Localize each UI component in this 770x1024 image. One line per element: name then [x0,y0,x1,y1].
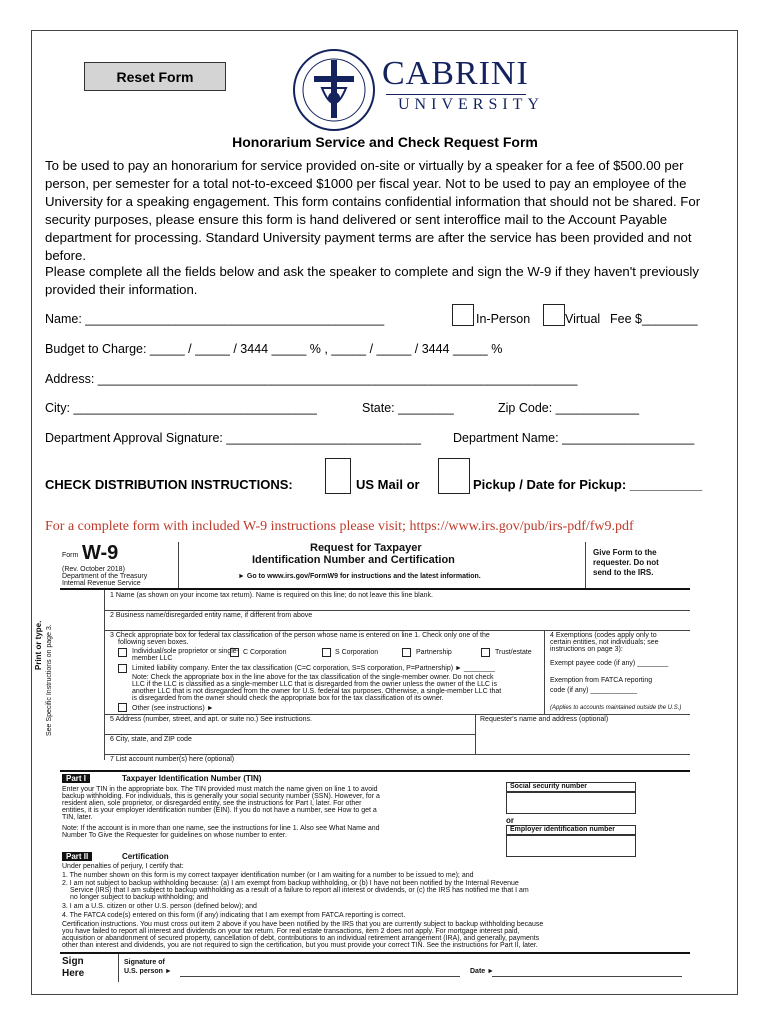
w9-ex6: code (if any) ____________ [550,687,638,694]
w9-tin7: Number To Give the Requester for guidelines on whose number to enter. [62,832,287,839]
w9-line3b: following seven boxes. [118,639,189,646]
university-seal-logo [292,48,376,132]
w9-tin3: resident alien, sole proprietor, or disregarded entity, see the instructions for Part I, later. For other [62,800,362,807]
w9-c3: 3. I am a U.S. citizen or other U.S. person (defined below); and [62,903,257,910]
pickup-checkbox[interactable] [438,458,470,494]
instructions-paragraph: Please complete all the fields below and ask the speaker to complete and sign the W-9 if they haven't previously provided their information. [45,264,699,297]
w9-line2: 2 Business name/disregarded entity name, if different from above [110,612,313,619]
w9-part2-title: Certification [122,852,169,861]
w9-divider [178,542,179,588]
w9-rule [104,630,690,631]
w9-requester-rule [475,714,476,754]
w9-tin6: Note: If the account is in more than one name, see the instructions for line 1. Also see What Name and [62,825,380,832]
w9-side-print: Print or type. [34,620,43,670]
in-person-label: In-Person [476,312,531,326]
w9-dept1: Department of the Treasury [62,573,148,580]
w9-c0: Under penalties of perjury, I certify that: [62,863,184,870]
w9-ex4: Exempt payee code (if any) ________ [550,660,669,667]
w9-give3: send to the IRS. [593,568,654,577]
w9-exemption-rule [544,630,545,715]
w9-partnership-label: Partnership [416,649,452,656]
w9-individual-label: Individual/sole proprietor or single-member LLC [132,648,239,662]
pickup-label[interactable]: Pickup / Date for Pickup: __________ [473,477,703,492]
w9-sign: Sign [62,956,84,967]
university-sub-logo: UNIVERSITY [398,96,544,113]
w9-tin5: TIN, later. [62,814,93,821]
w9-give1: Give Form to the [593,548,657,557]
w9-partnership-checkbox [402,648,411,657]
w9-divider [585,542,586,588]
name-field[interactable]: Name: ___________________________________________ [45,312,385,326]
w9-part1-tag: Part I [62,774,90,783]
w9-ex5: Exemption from FATCA reporting [550,677,653,684]
us-mail-checkbox[interactable] [325,458,351,494]
w9-ein-label: Employer identification number [510,826,616,833]
w9-tin4: entities, it is your employer identification number (EIN). If you do not have a number, see How to get a [62,807,377,814]
w9-date-line [492,976,682,977]
w9-c-corp-checkbox [230,648,239,657]
us-mail-label: US Mail or [356,477,420,492]
w9-c2c: no longer subject to backup withholding; and [70,894,209,901]
w9-ssn-label: Social security number [510,783,588,790]
w9-line1: 1 Name (as shown on your income tax return). Name is required on this line; do not leave this line blank. [110,592,433,599]
w9-goto: ► Go to www.irs.gov/FormW9 for instructions and the latest information. [238,573,481,580]
address-field[interactable]: Address: _____________________________________________________________________ [45,372,578,386]
w9-ex1: 4 Exemptions (codes apply only to [550,632,657,639]
zip-field[interactable]: Zip Code: ____________ [498,401,640,415]
w9-rule [104,714,690,715]
fee-field[interactable]: Fee $________ [610,312,698,326]
reset-form-button[interactable]: Reset Form [84,62,226,91]
w9-ex3: instructions on page 3): [550,646,623,653]
city-field[interactable]: City: ___________________________________ [45,401,317,415]
w9-ci3: acquisition or abandonment of secured property, cancellation of debt, contributions to an individual retirement arrangement (IRA), and generally, payments [62,935,540,942]
w9-signature-line [180,976,460,977]
w9-sig1: Signature of [124,959,165,966]
w9-sign-rule [118,954,119,982]
department-name-field[interactable]: Department Name: ___________________ [453,431,695,445]
w9-tin1: Enter your TIN in the appropriate box. The TIN provided must match the name given on line 1 to avoid [62,786,378,793]
w9-form-image [34,540,690,985]
logo-divider [386,94,526,95]
w9-llc-checkbox [118,664,127,673]
w9-c2a: 2. I am not subject to backup withholding because: (a) I am exempt from backup withholding, or (b) I have not been notified by the Internal Revenue [62,880,519,887]
w9-individual-checkbox [118,648,127,657]
w9-note4: is disregarded from the owner should check the appropriate box for the tax classification of its owner. [132,695,444,702]
approval-signature-field[interactable]: Department Approval Signature: ____________________________ [45,431,422,445]
w9-ci1: Certification instructions. You must cross out item 2 above if you have been notified by the IRS that you are currently subject to backup withholding because [62,921,544,928]
budget-field[interactable]: Budget to Charge: _____ / _____ / 3444 _____ % , _____ / _____ / 3444 _____ % [45,342,503,356]
w9-date: Date ► [470,968,495,975]
w9-requester: Requester's name and address (optional) [480,716,609,723]
w9-rev: (Rev. October 2018) [62,566,125,573]
w9-trust-checkbox [481,648,490,657]
w9-c-corp-label: C Corporation [243,649,287,656]
w9-or: or [506,816,514,825]
w9-here: Here [62,968,85,979]
w9-sig2: U.S. person ► [124,968,172,975]
w9-llc-label: Limited liability company. Enter the tax classification (C=C corporation, S=S corporation, P=Partnership) ► ________ [132,665,496,672]
w9-title2: Identification Number and Certification [252,554,455,566]
university-name-logo: CABRINI [382,55,529,92]
w9-give2: requester. Do not [593,558,659,567]
w9-note3: another LLC that is not disregarded from the owner for U.S. federal tax purposes. Otherwise, a single-member LLC that [132,688,502,695]
w9-other-checkbox [118,703,127,712]
check-distribution-label: CHECK DISTRIBUTION INSTRUCTIONS: [45,477,293,492]
virtual-label: Virtual [565,312,601,326]
w9-line5: 5 Address (number, street, and apt. or suite no.) See instructions. [110,716,312,723]
w9-title1: Request for Taxpayer [310,542,422,554]
w9-line6: 6 City, state, and ZIP code [110,736,192,743]
w9-ssn-box [506,792,636,814]
w9-rule [60,588,690,590]
w9-s-corp-label: S Corporation [335,649,379,656]
w9-c2b: Service (IRS) that I am subject to backup withholding as a result of a failure to report all interest or dividends, or (c) the IRS has notified me that I am [70,887,529,894]
w9-s-corp-checkbox [322,648,331,657]
w9-ex2: certain entities, not individuals; see [550,639,659,646]
w9-line3a: 3 Check appropriate box for federal tax classification of the person whose name is entered on line 1. Check only one of the [110,632,490,639]
w9-note1: Note: Check the appropriate box in the line above for the tax classification of the single-member owner. Do not check [132,674,494,681]
w9-rule [104,610,690,611]
w9-ci4: other than interest and dividends, you are not required to sign the certification, but you must provide your correct TIN. See the instructions for Part II, later. [62,942,538,949]
w9-c4: 4. The FATCA code(s) entered on this form (if any) indicating that I am exempt from FATCA reporting is correct. [62,912,406,919]
w9-rule [104,734,475,735]
w9-ein-box [506,835,636,857]
w9-note2: LLC if the LLC is classified as a single-member LLC that is disregarded from the owner unless the owner of the LLC is [132,681,497,688]
intro-paragraph: To be used to pay an honorarium for service provided on-site or virtually by a speaker for a fee of $500.00 per person, per semester for a total not-to-exceed $1000 per fiscal year. Not to be used to pay an employee of the University for a speaking engagement. This form contains confidential information that should not be shared. For security purposes, please ensure this form is hand delivered or sent interoffice mail to the Account Payable department for processing. Standard University payment terms are after the service has been provided and not before. [45,158,701,263]
w9-form-code: W-9 [82,542,119,564]
w9-ci2: you have failed to report all interest and dividends on your tax return. For real estate transactions, item 2 does not apply. For mortgage interest paid, [62,928,520,935]
w9-ex7: (Applies to accounts maintained outside the U.S.) [550,705,682,711]
in-person-checkbox[interactable] [452,304,474,326]
w9-other-label: Other (see instructions) ► [132,705,214,712]
w9-part1-title: Taxpayer Identification Number (TIN) [122,774,262,783]
w9-line7: 7 List account number(s) here (optional) [110,756,235,763]
w9-dept2: Internal Revenue Service [62,580,141,587]
w9-form-label: Form [62,552,79,559]
virtual-checkbox[interactable] [543,304,565,326]
w9-c1: 1. The number shown on this form is my correct taxpayer identification number (or I am waiting for a number to be issued to me); and [62,872,474,879]
w9-tin2: backup withholding. For individuals, this is generally your social security number (SSN). However, for a [62,793,380,800]
w9-part2-tag: Part II [62,852,92,861]
w9-instructions-link[interactable]: For a complete form with included W-9 instructions please visit; https://www.irs.gov/pub/irs-pdf/fw9.pdf [45,519,634,534]
state-field[interactable]: State: ________ [362,401,454,415]
w9-side-instructions: See Specific Instructions on page 3. [46,624,53,736]
form-title: Honorarium Service and Check Request Form [232,134,538,150]
w9-rule [60,770,690,772]
w9-trust-label: Trust/estate [495,649,532,656]
w9-rule [60,952,690,954]
w9-rule [104,754,690,755]
